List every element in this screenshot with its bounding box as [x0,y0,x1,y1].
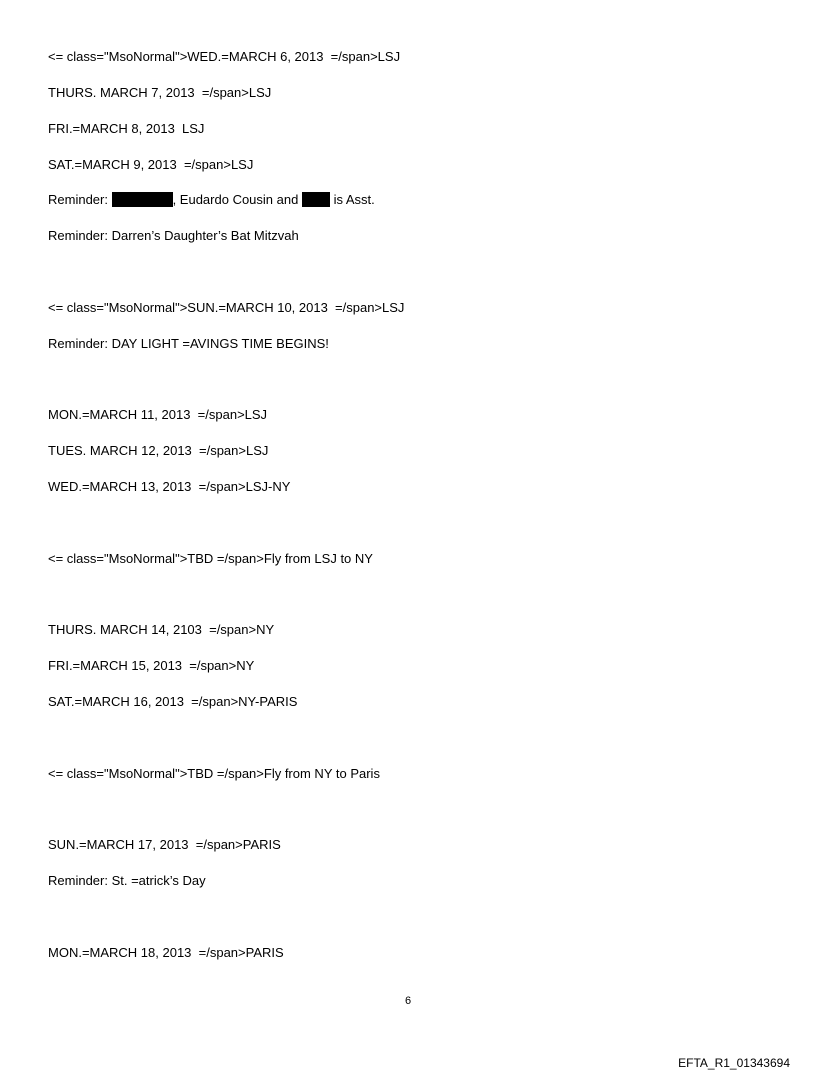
reminder-line-redacted [48,192,375,208]
schedule-line-sat-mar-16: SAT.=MARCH 16, 2013 =/span>NY-PARIS [48,694,298,709]
redaction-box [112,192,173,207]
flight-line-ny-paris: <= class="MsoNormal">TBD =/span>Fly from NY to Paris [48,766,380,781]
schedule-line-sun-mar-10: <= class="MsoNormal">SUN.=MARCH 10, 2013 =/span>LSJ [48,300,405,315]
schedule-line-tues-mar-12: TUES. MARCH 12, 2013 =/span>LSJ [48,443,269,458]
page-number: 6 [404,995,412,1007]
schedule-line-mon-mar-18: MON.=MARCH 18, 2013 =/span>PARIS [48,945,284,960]
schedule-line-sat-mar-9: SAT.=MARCH 9, 2013 =/span>LSJ [48,157,254,172]
reminder-prefix: Reminder: [48,192,112,207]
schedule-line-thurs-mar-14: THURS. MARCH 14, 2103 =/span>NY [48,622,275,637]
redaction-box [302,192,330,207]
schedule-line-wed-mar-13: WED.=MARCH 13, 2013 =/span>LSJ-NY [48,479,291,494]
schedule-line-sun-mar-17: SUN.=MARCH 17, 2013 =/span>PARIS [48,837,281,852]
flight-line-lsj-ny: <= class="MsoNormal">TBD =/span>Fly from LSJ to NY [48,551,373,566]
schedule-line-mon-mar-11: MON.=MARCH 11, 2013 =/span>LSJ [48,407,268,422]
reminder-line-dst: Reminder: DAY LIGHT =AVINGS TIME BEGINS! [48,336,329,351]
schedule-line-thurs-mar-7: THURS. MARCH 7, 2013 =/span>LSJ [48,85,272,100]
schedule-line-fri-mar-8: FRI.=MARCH 8, 2013 LSJ [48,121,205,136]
reminder-line-bat-mitzvah: Reminder: Darren’s Daughter’s Bat Mitzvah [48,228,299,243]
reminder-line-st-patricks: Reminder: St. =atrick’s Day [48,873,206,888]
schedule-line-wed-mar-6: <= class="MsoNormal">WED.=MARCH 6, 2013 =/span>LSJ [48,49,401,64]
reminder-suffix: is Asst. [329,192,375,207]
schedule-line-fri-mar-15: FRI.=MARCH 15, 2013 =/span>NY [48,658,255,673]
reminder-middle: , Eudardo Cousin and [172,192,302,207]
bates-number: EFTA_R1_01343694 [678,1056,790,1070]
